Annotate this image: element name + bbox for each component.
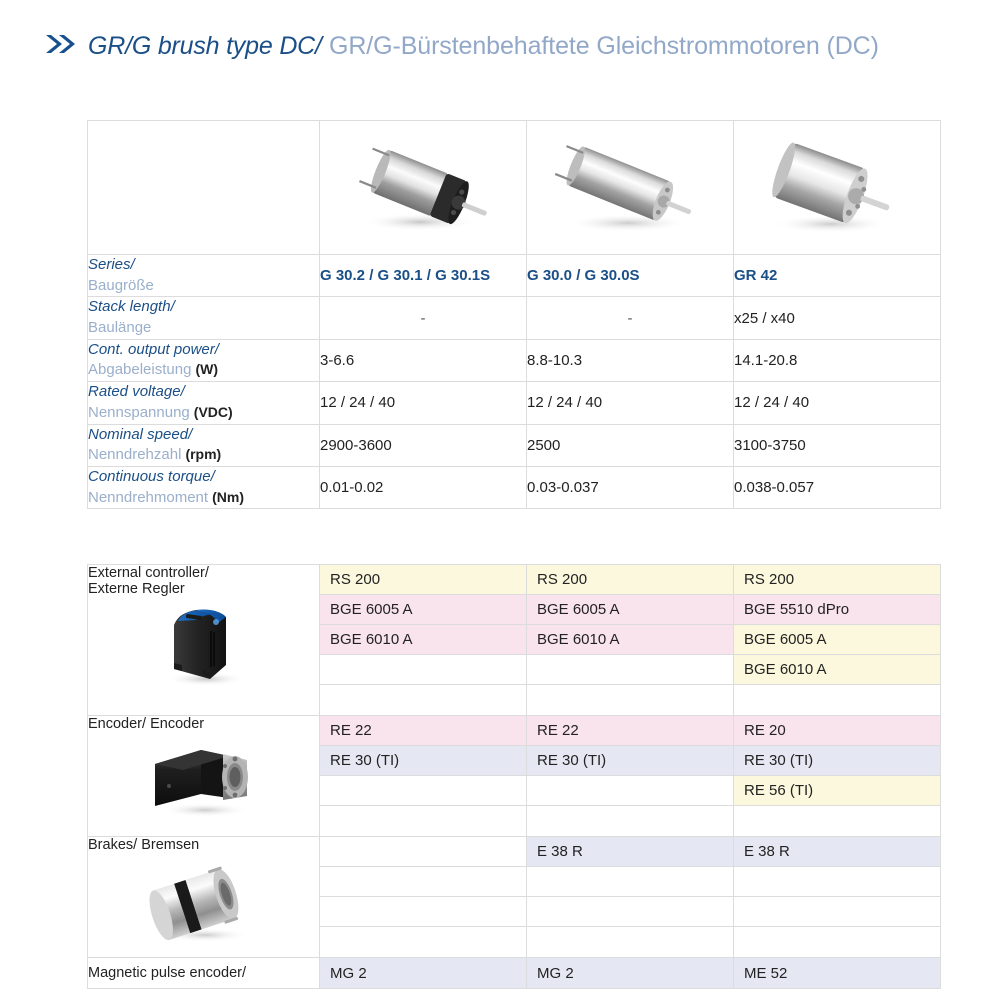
- row-label-de: Nenndrehmoment: [88, 488, 209, 506]
- accessory-item[interactable]: BGE 6010 A: [734, 655, 940, 685]
- cell-rated-voltage-c1: 12 / 24 / 40: [320, 382, 527, 424]
- accessory-col2-magnetic-pulse-encoder: [527, 958, 734, 989]
- cell-series-c2: G 30.0 / G 30.0S: [527, 255, 734, 297]
- accessory-item[interactable]: ME 52: [734, 958, 940, 988]
- row-label-de: Baulänge: [88, 319, 152, 337]
- cell-stack-length-c1: -: [320, 297, 527, 339]
- table-row: [88, 255, 941, 297]
- accessory-label-encoder: Encoder/ Encoder: [88, 716, 320, 837]
- row-label-stack-length: Stack length/ Baulänge: [88, 297, 320, 339]
- accessory-item: [527, 655, 733, 685]
- accessory-col3-encoder: [734, 716, 941, 837]
- accessory-section-external-controller: [88, 565, 941, 716]
- accessory-item[interactable]: RS 200: [734, 565, 940, 595]
- accessory-item[interactable]: RE 30 (TI): [734, 746, 940, 776]
- accessory-label-de: Encoder: [150, 716, 205, 732]
- cell-continuous-torque-c3: 0.038-0.057: [734, 466, 941, 508]
- controller-image: [88, 603, 319, 689]
- accessory-item: [320, 776, 526, 806]
- cell-nominal-speed-c3: 3100-3750: [734, 424, 941, 466]
- accessory-item[interactable]: BGE 5510 dPro: [734, 595, 940, 625]
- accessory-item: [527, 806, 733, 836]
- accessory-item: [320, 867, 526, 897]
- row-label-en: Cont. output power: [88, 340, 215, 358]
- double-chevron-right-icon: [44, 32, 78, 56]
- accessory-item: [527, 927, 733, 957]
- brake-image: [88, 859, 319, 945]
- accessory-item[interactable]: RE 22: [527, 716, 733, 746]
- cell-cont-output-power-c1: 3-6.6: [320, 339, 527, 381]
- cell-cont-output-power-c3: 14.1-20.8: [734, 339, 941, 381]
- row-label-de: Abgabeleistung: [88, 361, 192, 379]
- page-title-separator: /: [315, 32, 322, 60]
- accessory-label-brakes: Brakes/ Bremsen: [88, 837, 320, 958]
- cell-cont-output-power-c2: 8.8-10.3: [527, 339, 734, 381]
- accessory-section-encoder: [88, 716, 941, 837]
- accessory-col3-brakes: [734, 837, 941, 958]
- page-title-header: [44, 30, 879, 61]
- accessory-item[interactable]: RS 200: [527, 565, 733, 595]
- table-row: [88, 382, 941, 424]
- row-label-unit: (W): [195, 361, 218, 378]
- accessory-item: [320, 655, 526, 685]
- cell-nominal-speed-c1: 2900-3600: [320, 424, 527, 466]
- accessory-col3-external-controller: [734, 565, 941, 716]
- accessory-section-brakes: [88, 837, 941, 958]
- motor-g30-0-image-cell: [527, 121, 734, 255]
- accessories-table: [87, 564, 941, 989]
- accessory-col1-brakes: [320, 837, 527, 958]
- accessory-item: [320, 897, 526, 927]
- table-row: [88, 466, 941, 508]
- cell-rated-voltage-c3: 12 / 24 / 40: [734, 382, 941, 424]
- accessory-item[interactable]: RE 30 (TI): [527, 746, 733, 776]
- accessory-col2-brakes: [527, 837, 734, 958]
- specification-table: [87, 120, 941, 509]
- cell-stack-length-c3: x25 / x40: [734, 297, 941, 339]
- row-label-en: Continuous torque: [88, 467, 211, 485]
- encoder-image: [88, 738, 319, 820]
- row-label-continuous-torque: Continuous torque/ Nenndrehmoment (Nm): [88, 466, 320, 508]
- row-label-unit: (VDC): [193, 403, 233, 420]
- cell-continuous-torque-c2: 0.03-0.037: [527, 466, 734, 508]
- accessory-item[interactable]: BGE 6010 A: [527, 625, 733, 655]
- accessory-item[interactable]: RS 200: [320, 565, 526, 595]
- accessory-item[interactable]: BGE 6005 A: [320, 595, 526, 625]
- row-label-de: Nennspannung: [88, 403, 190, 421]
- cell-series-c3: GR 42: [734, 255, 941, 297]
- accessory-section-magnetic-pulse-encoder: [88, 958, 941, 989]
- row-label-en: Nominal speed: [88, 425, 189, 443]
- accessory-item: [527, 897, 733, 927]
- accessory-item: [527, 776, 733, 806]
- accessory-item: [734, 806, 940, 836]
- motor-gr42-image: [757, 138, 917, 238]
- row-label-series: Series/ Baugröße: [88, 255, 320, 297]
- cell-stack-length-c2: -: [527, 297, 734, 339]
- accessory-label-en: Magnetic pulse encoder: [88, 965, 242, 981]
- accessory-item[interactable]: MG 2: [320, 958, 526, 988]
- accessory-item[interactable]: RE 22: [320, 716, 526, 746]
- accessory-label-magnetic-pulse-encoder: Magnetic pulse encoder/: [88, 958, 320, 989]
- accessory-item: [320, 806, 526, 836]
- row-label-cont-output-power: Cont. output power/ Abgabeleistung (W): [88, 339, 320, 381]
- cell-rated-voltage-c2: 12 / 24 / 40: [527, 382, 734, 424]
- accessory-item[interactable]: MG 2: [527, 958, 733, 988]
- row-label-nominal-speed: Nominal speed/ Nenndrehzahl (rpm): [88, 424, 320, 466]
- accessory-label-de: Bremsen: [141, 837, 200, 853]
- accessory-item[interactable]: RE 56 (TI): [734, 776, 940, 806]
- row-label-en: Series: [88, 256, 131, 273]
- accessory-label-en: Brakes: [88, 837, 134, 853]
- motor-g30-image-cell: [320, 121, 527, 255]
- row-label-unit: (rpm): [185, 446, 222, 463]
- accessory-item[interactable]: E 38 R: [734, 837, 940, 867]
- accessory-item: [320, 837, 526, 867]
- row-label-en: Stack length: [88, 298, 171, 316]
- accessory-item: [527, 685, 733, 715]
- row-label-de: Nenndrehzahl: [88, 446, 182, 464]
- accessory-col3-magnetic-pulse-encoder: [734, 958, 941, 989]
- accessory-item[interactable]: E 38 R: [527, 837, 733, 867]
- accessory-item: [734, 867, 940, 897]
- accessory-label-en: Encoder: [88, 716, 143, 732]
- motor-g30-image: [348, 138, 498, 238]
- row-label-unit: (Nm): [212, 488, 244, 505]
- table-row: [88, 339, 941, 381]
- accessory-label-en: External controller: [88, 565, 205, 581]
- accessory-item: [734, 927, 940, 957]
- accessory-item: [527, 867, 733, 897]
- accessory-col2-encoder: [527, 716, 734, 837]
- accessory-item: [734, 897, 940, 927]
- accessory-label-external-controller: External controller/ Externe Regler: [88, 565, 320, 716]
- table-row: [88, 297, 941, 339]
- accessory-item[interactable]: BGE 6005 A: [734, 625, 940, 655]
- accessory-col1-encoder: [320, 716, 527, 837]
- accessory-col1-external-controller: [320, 565, 527, 716]
- page-title-en: GR/G brush type DC: [88, 32, 316, 60]
- table-row: [88, 424, 941, 466]
- accessory-item: [734, 685, 940, 715]
- cell-continuous-torque-c1: 0.01-0.02: [320, 466, 527, 508]
- image-row-empty-label: [88, 121, 320, 255]
- motor-image-row: [88, 121, 941, 255]
- row-label-en: Rated voltage: [88, 383, 181, 401]
- accessory-item[interactable]: RE 30 (TI): [320, 746, 526, 776]
- accessory-col1-magnetic-pulse-encoder: [320, 958, 527, 989]
- accessory-col2-external-controller: [527, 565, 734, 716]
- accessory-item[interactable]: BGE 6005 A: [527, 595, 733, 625]
- row-label-rated-voltage: Rated voltage/ Nennspannung (VDC): [88, 382, 320, 424]
- cell-nominal-speed-c2: 2500: [527, 424, 734, 466]
- row-label-de: Baugröße: [88, 276, 154, 294]
- motor-gr42-image-cell: [734, 121, 941, 255]
- accessory-item[interactable]: RE 20: [734, 716, 940, 746]
- cell-series-c1: G 30.2 / G 30.1 / G 30.1S: [320, 255, 527, 297]
- accessory-item[interactable]: BGE 6010 A: [320, 625, 526, 655]
- accessory-item: [320, 927, 526, 957]
- page-title-de: GR/G-Bürstenbehaftete Gleichstrommotoren (DC): [328, 32, 879, 60]
- accessory-label-de: Externe Regler: [88, 581, 185, 597]
- motor-g30-0-image: [550, 138, 710, 238]
- accessory-item: [320, 685, 526, 715]
